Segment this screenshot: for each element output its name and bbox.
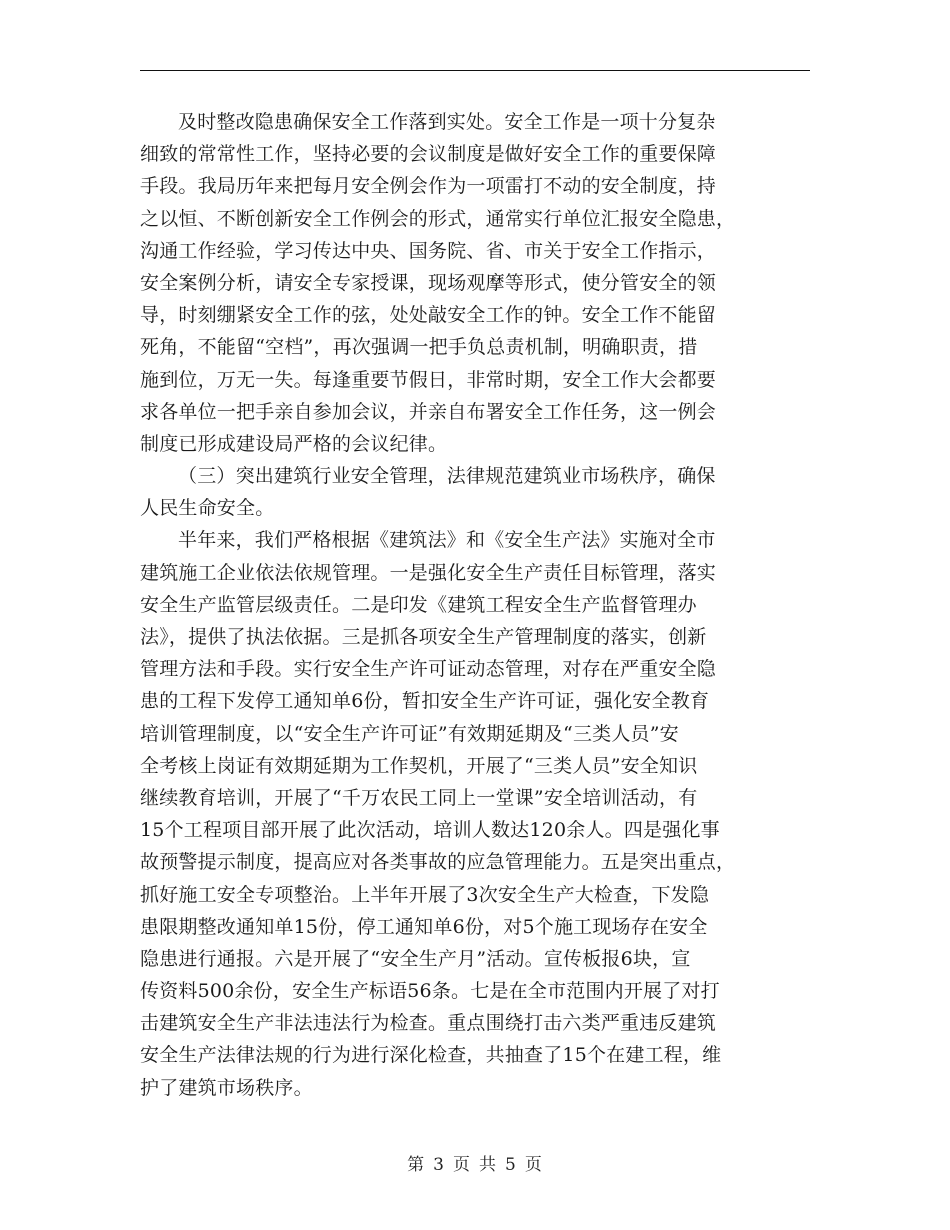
footer-current-page: 3: [433, 1155, 445, 1175]
footer-gong: 共: [479, 1155, 497, 1175]
footer-di: 第: [407, 1155, 426, 1175]
text-line: 患限期整改通知单15份，停工通知单6份，对5个施工现场存在安全: [140, 915, 708, 938]
text-line: 隐患进行通报。六是开展了“安全生产月”活动。宣传板报6块，宣: [140, 947, 691, 970]
text-line: 管理方法和手段。实行安全生产许可证动态管理，对存在严重安全隐: [140, 658, 717, 681]
document-body: [140, 106, 810, 1104]
page-footer: [0, 1150, 950, 1175]
text-line: 故预警提示制度，提高应对各类事故的应急管理能力。五是突出重点，: [140, 851, 736, 874]
text-line: 护了建筑市场秩序。: [140, 1076, 313, 1099]
text-line: 建筑施工企业依法依规管理。一是强化安全生产责任目标管理，落实: [140, 561, 717, 584]
text-line: 培训管理制度，以“安全生产许可证”有效期延期及“三类人员”安: [140, 722, 679, 745]
text-line: 制度已形成建设局严格的会议纪律。: [140, 432, 448, 455]
text-line: 抓好施工安全专项整治。上半年开展了3次安全生产大检查，下发隐: [140, 883, 710, 906]
text-line: 全考核上岗证有效期延期为工作契机，开展了“三类人员”安全知识: [140, 754, 698, 777]
text-line: 安全案例分析，请安全专家授课，现场观摩等形式，使分管安全的领: [140, 271, 717, 294]
text-line: 施到位，万无一失。每逢重要节假日，非常时期，安全工作大会都要: [140, 368, 717, 391]
text-line: 沟通工作经验，学习传达中央、国务院、省、市关于安全工作指示，: [140, 239, 717, 262]
text-line: （三）突出建筑行业安全管理，法律规范建筑业市场秩序，确保: [178, 465, 716, 488]
footer-total-pages: 5: [505, 1155, 517, 1175]
text-line: 及时整改隐患确保安全工作落到实处。安全工作是一项十分复杂: [178, 111, 716, 133]
text-line: 安全生产法律法规的行为进行深化检查，共抽查了15个在建工程，维: [140, 1044, 722, 1067]
text-line: 法》，提供了执法依据。三是抓各项安全生产管理制度的落实，创新: [140, 626, 707, 648]
text-line: 导，时刻绷紧安全工作的弦，处处敲安全工作的钟。安全工作不能留: [140, 304, 717, 327]
text-line: 死角，不能留“空档”，再次强调一把手负总责机制，明确职责，措: [140, 336, 698, 359]
text-line: 细致的常常性工作，坚持必要的会议制度是做好安全工作的重要保障: [140, 143, 717, 166]
text-line: 安全生产监管层级责任。二是印发《建筑工程安全生产监督管理办: [140, 593, 697, 616]
text-line: 15个工程项目部开展了此次活动，培训人数达120余人。四是强化事: [140, 819, 720, 842]
text-line: 传资料500余份，安全生产标语56条。七是在全市范围内开展了对打: [140, 980, 720, 1003]
footer-ye2: 页: [524, 1155, 543, 1175]
text-line: 患的工程下发停工通知单6份，暂扣安全生产许可证，强化安全教育: [140, 690, 710, 713]
text-line: 人民生命安全。: [140, 497, 275, 520]
text-line: 手段。我局历年来把每月安全例会作为一项雷打不动的安全制度，持: [140, 175, 717, 198]
text-line: 求各单位一把手亲自参加会议，并亲自布署安全工作任务，这一例会: [140, 400, 717, 423]
text-line: 击建筑安全生产非法违法行为检查。重点围绕打击六类严重违反建筑: [140, 1012, 717, 1035]
footer-ye: 页: [453, 1155, 471, 1175]
text-line: 半年来，我们严格根据《建筑法》和《安全生产法》实施对全市: [178, 529, 716, 552]
text-line: 之以恒、不断创新安全工作例会的形式，通常实行单位汇报安全隐患，: [140, 207, 736, 230]
header-rule: [140, 70, 810, 71]
text-line: 继续教育培训，开展了“千万农民工同上一堂课”安全培训活动，有: [140, 786, 698, 809]
